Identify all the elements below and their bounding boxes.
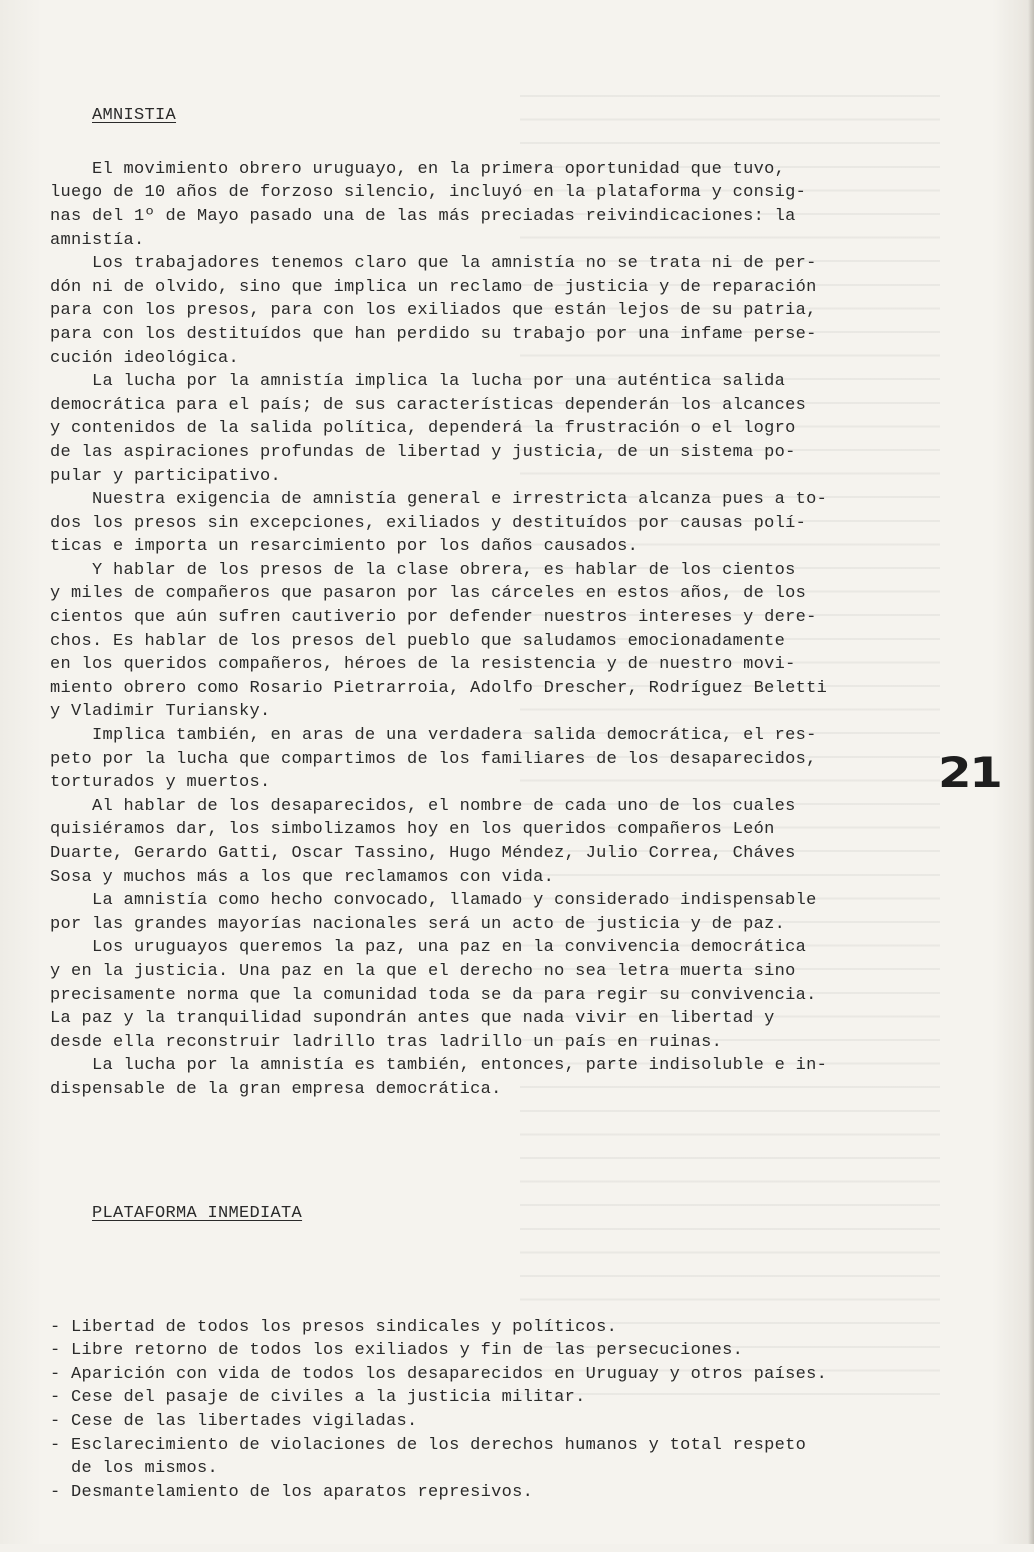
text-line: desde ella reconstruir ladrillo tras ladrillo un país en ruinas. — [50, 1032, 723, 1052]
text-line: de las aspiraciones profundas de libertad y justicia, de un sistema po- — [50, 442, 796, 462]
text-line: y Vladimir Turiansky. — [50, 702, 271, 722]
text-line: dón ni de olvido, sino que implica un reclamo de justicia y de reparación — [50, 277, 817, 297]
text-line: La lucha por la amnistía es también, entonces, parte indisoluble e in- — [50, 1056, 828, 1076]
list-item: - Cese del pasaje de civiles a la justicia militar. — [50, 1388, 586, 1408]
text-line: cientos que aún sufren cautiverio por defender nuestros intereses y dere- — [50, 608, 817, 628]
list-item: - Libre retorno de todos los exiliados y fin de las persecuciones. — [50, 1341, 744, 1361]
text-line: Al hablar de los desaparecidos, el nombre de cada uno de los cuales — [50, 796, 796, 816]
text-line: pular y participativo. — [50, 466, 282, 486]
text-line: para con los presos, para con los exiliados que están lejos de su patria, — [50, 301, 817, 321]
section-heading-amnistia: AMNISTIA — [92, 105, 177, 125]
text-line: Los trabajadores tenemos claro que la amnistía no se trata ni de per- — [50, 254, 817, 274]
text-line: quisiéramos dar, los simbolizamos hoy en los queridos compañeros León — [50, 820, 775, 840]
text-line: La paz y la tranquilidad supondrán antes que nada vivir en libertad y — [50, 1009, 775, 1029]
plataforma-list — [50, 1316, 950, 1505]
list-item: de los mismos. — [50, 1459, 219, 1479]
text-line: Nuestra exigencia de amnistía general e irrestricta alcanza pues a to- — [50, 490, 828, 510]
text-line: Los uruguayos queremos la paz, una paz en la convivencia democrática — [50, 938, 807, 958]
text-line: Implica también, en aras de una verdadera salida democrática, el res- — [50, 726, 817, 746]
text-line: Y hablar de los presos de la clase obrera, es hablar de los cientos — [50, 560, 796, 580]
text-line: La lucha por la amnistía implica la lucha por una auténtica salida — [50, 372, 786, 392]
text-line: dos los presos sin excepciones, exiliados y destituídos por causas polí- — [50, 513, 807, 533]
text-line: El movimiento obrero uruguayo, en la primera oportunidad que tuvo, — [50, 159, 786, 179]
text-line: ticas e importa un resarcimiento por los daños causados. — [50, 537, 639, 557]
text-line: dispensable de la gran empresa democrática. — [50, 1079, 502, 1099]
text-line: precisamente norma que la comunidad toda se da para regir su convivencia. — [50, 985, 817, 1005]
list-item: - Esclarecimiento de violaciones de los derechos humanos y total respeto — [50, 1435, 807, 1455]
text-line: cución ideológica. — [50, 348, 240, 368]
section-heading-plataforma: PLATAFORMA INMEDIATA — [92, 1204, 303, 1224]
text-line: miento obrero como Rosario Pietrarroia, Adolfo Drescher, Rodríguez Beletti — [50, 678, 828, 698]
list-item: - Desmantelamiento de los aparatos represivos. — [50, 1482, 534, 1502]
text-line: y en la justicia. Una paz en la que el derecho no sea letra muerta sino — [50, 961, 796, 981]
text-line: Sosa y muchos más a los que reclamamos con vida. — [50, 867, 555, 887]
text-line: luego de 10 años de forzoso silencio, incluyó en la plataforma y consig- — [50, 183, 807, 203]
text-line: torturados y muertos. — [50, 773, 271, 793]
text-line: nas del 1º de Mayo pasado una de las más preciadas reivindicaciones: la — [50, 206, 796, 226]
text-line: chos. Es hablar de los presos del pueblo que saludamos emocionadamente — [50, 631, 786, 651]
text-line: para con los destituídos que han perdido su trabajo por una infame perse- — [50, 324, 817, 344]
text-line: y contenidos de la salida política, dependerá la frustración o el logro — [50, 419, 796, 439]
text-line: en los queridos compañeros, héroes de la resistencia y de nuestro movi- — [50, 655, 796, 675]
document-body — [50, 80, 950, 1552]
text-line: por las grandes mayorías nacionales será un acto de justicia y de paz. — [50, 914, 786, 934]
page-number: 21 — [938, 748, 1001, 797]
text-line: amnistía. — [50, 230, 145, 250]
text-line: La amnistía como hecho convocado, llamado y considerado indispensable — [50, 891, 817, 911]
text-line: Duarte, Gerardo Gatti, Oscar Tassino, Hugo Méndez, Julio Correa, Cháves — [50, 844, 796, 863]
page-edge-shadow — [1028, 0, 1034, 1544]
text-line: y miles de compañeros que pasaron por las cárceles en estos años, de los — [50, 584, 807, 604]
list-item: - Aparición con vida de todos los desaparecidos en Uruguay y otros países. — [50, 1364, 828, 1384]
list-item: - Cese de las libertades vigiladas. — [50, 1412, 418, 1432]
text-line: democrática para el país; de sus características dependerán los alcances — [50, 395, 807, 415]
amnistia-text — [50, 158, 950, 1102]
text-line: peto por la lucha que compartimos de los familiares de los desaparecidos, — [50, 749, 817, 769]
list-item: - Libertad de todos los presos sindicales y políticos. — [50, 1317, 618, 1337]
